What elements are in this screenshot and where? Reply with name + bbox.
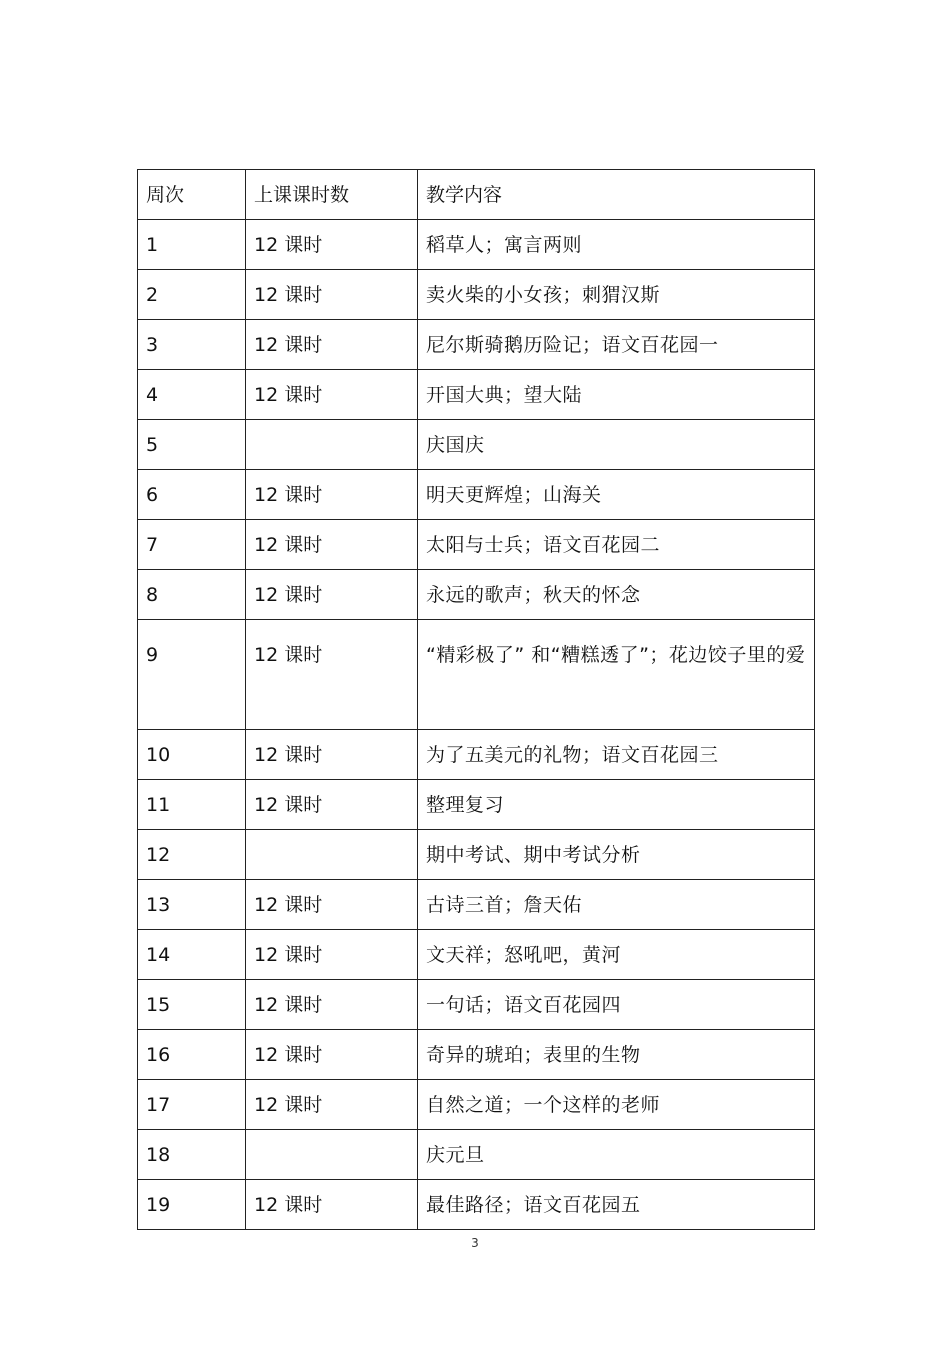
table-row — [138, 520, 815, 570]
content-cell: 卖火柴的小女孩；刺猬汉斯 — [418, 270, 815, 320]
week-cell: 18 — [138, 1130, 246, 1180]
week-cell: 5 — [138, 420, 246, 470]
content-cell: 一句话；语文百花园四 — [418, 980, 815, 1030]
content-cell: “精彩极了” 和“糟糕透了”；花边饺子里的爱 — [418, 620, 815, 730]
hours-cell: 12 课时 — [246, 620, 418, 730]
week-cell: 14 — [138, 930, 246, 980]
week-cell: 11 — [138, 780, 246, 830]
hours-cell: 12 课时 — [246, 270, 418, 320]
content-cell: 古诗三首；詹天佑 — [418, 880, 815, 930]
column-header-class-hours: 上课课时数 — [246, 170, 418, 220]
page-number: 3 — [471, 1236, 479, 1250]
table-row — [138, 420, 815, 470]
content-cell: 明天更辉煌；山海关 — [418, 470, 815, 520]
week-cell: 7 — [138, 520, 246, 570]
week-cell: 19 — [138, 1180, 246, 1230]
content-cell: 庆国庆 — [418, 420, 815, 470]
hours-cell: 12 课时 — [246, 980, 418, 1030]
hours-cell — [246, 830, 418, 880]
week-cell: 3 — [138, 320, 246, 370]
content-cell: 自然之道；一个这样的老师 — [418, 1080, 815, 1130]
table-row — [138, 930, 815, 980]
table-row — [138, 1180, 815, 1230]
hours-cell: 12 课时 — [246, 880, 418, 930]
table-row — [138, 780, 815, 830]
content-cell: 庆元旦 — [418, 1130, 815, 1180]
content-cell: 太阳与士兵；语文百花园二 — [418, 520, 815, 570]
table-row — [138, 1080, 815, 1130]
table-row — [138, 880, 815, 930]
table-row — [138, 320, 815, 370]
content-cell: 稻草人；寓言两则 — [418, 220, 815, 270]
hours-cell: 12 课时 — [246, 220, 418, 270]
table-row — [138, 370, 815, 420]
week-cell: 12 — [138, 830, 246, 880]
table-row — [138, 270, 815, 320]
week-cell: 16 — [138, 1030, 246, 1080]
week-cell: 9 — [138, 620, 246, 730]
table-row — [138, 470, 815, 520]
hours-cell — [246, 1130, 418, 1180]
hours-cell: 12 课时 — [246, 780, 418, 830]
content-cell: 奇异的琥珀；表里的生物 — [418, 1030, 815, 1080]
content-cell: 永远的歌声；秋天的怀念 — [418, 570, 815, 620]
table-row — [138, 620, 815, 730]
week-cell: 2 — [138, 270, 246, 320]
table-row — [138, 980, 815, 1030]
content-cell: 期中考试、期中考试分析 — [418, 830, 815, 880]
hours-cell: 12 课时 — [246, 1080, 418, 1130]
content-cell: 文天祥；怒吼吧，黄河 — [418, 930, 815, 980]
table-row — [138, 570, 815, 620]
week-cell: 1 — [138, 220, 246, 270]
teaching-schedule-table — [137, 169, 815, 1230]
week-cell: 6 — [138, 470, 246, 520]
table-row — [138, 730, 815, 780]
week-cell: 13 — [138, 880, 246, 930]
table-header-row — [138, 170, 815, 220]
week-cell: 15 — [138, 980, 246, 1030]
hours-cell: 12 课时 — [246, 570, 418, 620]
hours-cell: 12 课时 — [246, 370, 418, 420]
table-row — [138, 830, 815, 880]
hours-cell: 12 课时 — [246, 730, 418, 780]
week-cell: 4 — [138, 370, 246, 420]
week-cell: 8 — [138, 570, 246, 620]
table-row — [138, 220, 815, 270]
hours-cell: 12 课时 — [246, 520, 418, 570]
hours-cell: 12 课时 — [246, 930, 418, 980]
table-row — [138, 1030, 815, 1080]
table-row — [138, 1130, 815, 1180]
column-header-week: 周次 — [138, 170, 246, 220]
column-header-teaching-content: 教学内容 — [418, 170, 815, 220]
hours-cell: 12 课时 — [246, 1180, 418, 1230]
hours-cell: 12 课时 — [246, 470, 418, 520]
hours-cell — [246, 420, 418, 470]
content-cell: 为了五美元的礼物；语文百花园三 — [418, 730, 815, 780]
content-cell: 整理复习 — [418, 780, 815, 830]
content-cell: 开国大典；望大陆 — [418, 370, 815, 420]
week-cell: 10 — [138, 730, 246, 780]
hours-cell: 12 课时 — [246, 1030, 418, 1080]
hours-cell: 12 课时 — [246, 320, 418, 370]
week-cell: 17 — [138, 1080, 246, 1130]
content-cell: 最佳路径；语文百花园五 — [418, 1180, 815, 1230]
content-cell: 尼尔斯骑鹅历险记；语文百花园一 — [418, 320, 815, 370]
